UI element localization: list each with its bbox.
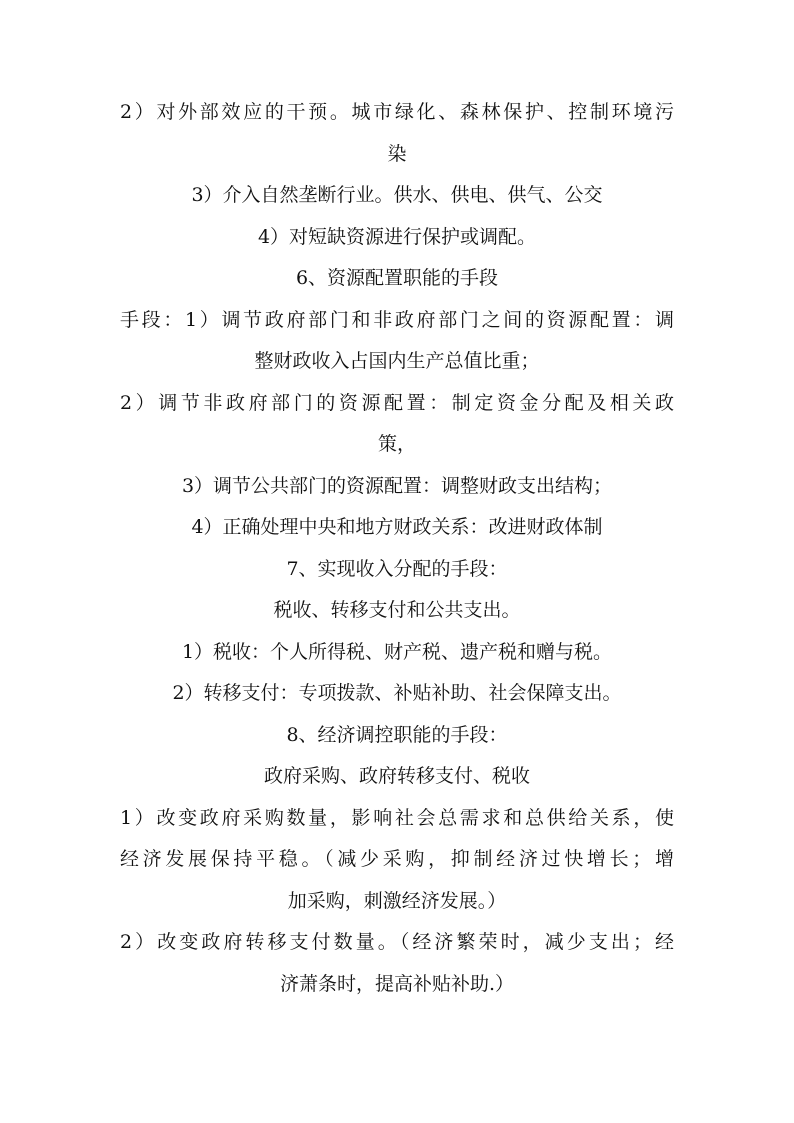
paragraph-line: 2）调节非政府部门的资源配置：制定资金分配及相关政 xyxy=(120,391,674,414)
section-heading: 6、资源配置职能的手段 xyxy=(295,267,499,289)
paragraph-line: 经济发展保持平稳。（减少采购，抑制经济过快增长；增 xyxy=(120,848,674,870)
paragraph-line: 策， xyxy=(377,433,416,455)
paragraph-line: 染 xyxy=(387,142,407,165)
paragraph-line: 税收、转移支付和公共支出。 xyxy=(273,599,521,621)
paragraph-line: 政府采购、政府转移支付、税收 xyxy=(263,765,530,787)
paragraph-line: 2）改变政府转移支付数量。（经济繁荣时，减少支出；经 xyxy=(120,931,674,953)
paragraph-line: 1）税收：个人所得税、财产税、遗产税和赠与税。 xyxy=(181,640,613,663)
section-heading: 8、经济调控职能的手段： xyxy=(286,723,508,746)
paragraph-line: 3）介入自然垄断行业。供水、供电、供气、公交 xyxy=(191,184,603,206)
paragraph-line: 2）对外部效应的干预。城市绿化、森林保护、控制环境污 xyxy=(120,101,674,123)
paragraph-line: 手段：1）调节政府部门和非政府部门之间的资源配置：调 xyxy=(120,308,674,331)
paragraph-line: 1）改变政府采购数量，影响社会总需求和总供给关系，使 xyxy=(120,806,674,829)
paragraph-line: 济萧条时，提高补贴补助.） xyxy=(279,972,515,995)
paragraph-line: 加采购，刺激经济发展。） xyxy=(287,889,507,912)
paragraph-line: 2）转移支付：专项拨款、补贴补助、社会保障支出。 xyxy=(172,682,622,704)
paragraph-line: 3）调节公共部门的资源配置：调整财政支出结构； xyxy=(181,474,613,497)
paragraph-line: 4）对短缺资源进行保护或调配。 xyxy=(257,225,537,248)
section-heading: 7、实现收入分配的手段： xyxy=(286,557,508,580)
document-body xyxy=(120,92,674,1005)
paragraph-line: 整财政收入占国内生产总值比重； xyxy=(254,350,540,372)
paragraph-line: 4）正确处理中央和地方财政关系：改进财政体制 xyxy=(191,516,603,538)
